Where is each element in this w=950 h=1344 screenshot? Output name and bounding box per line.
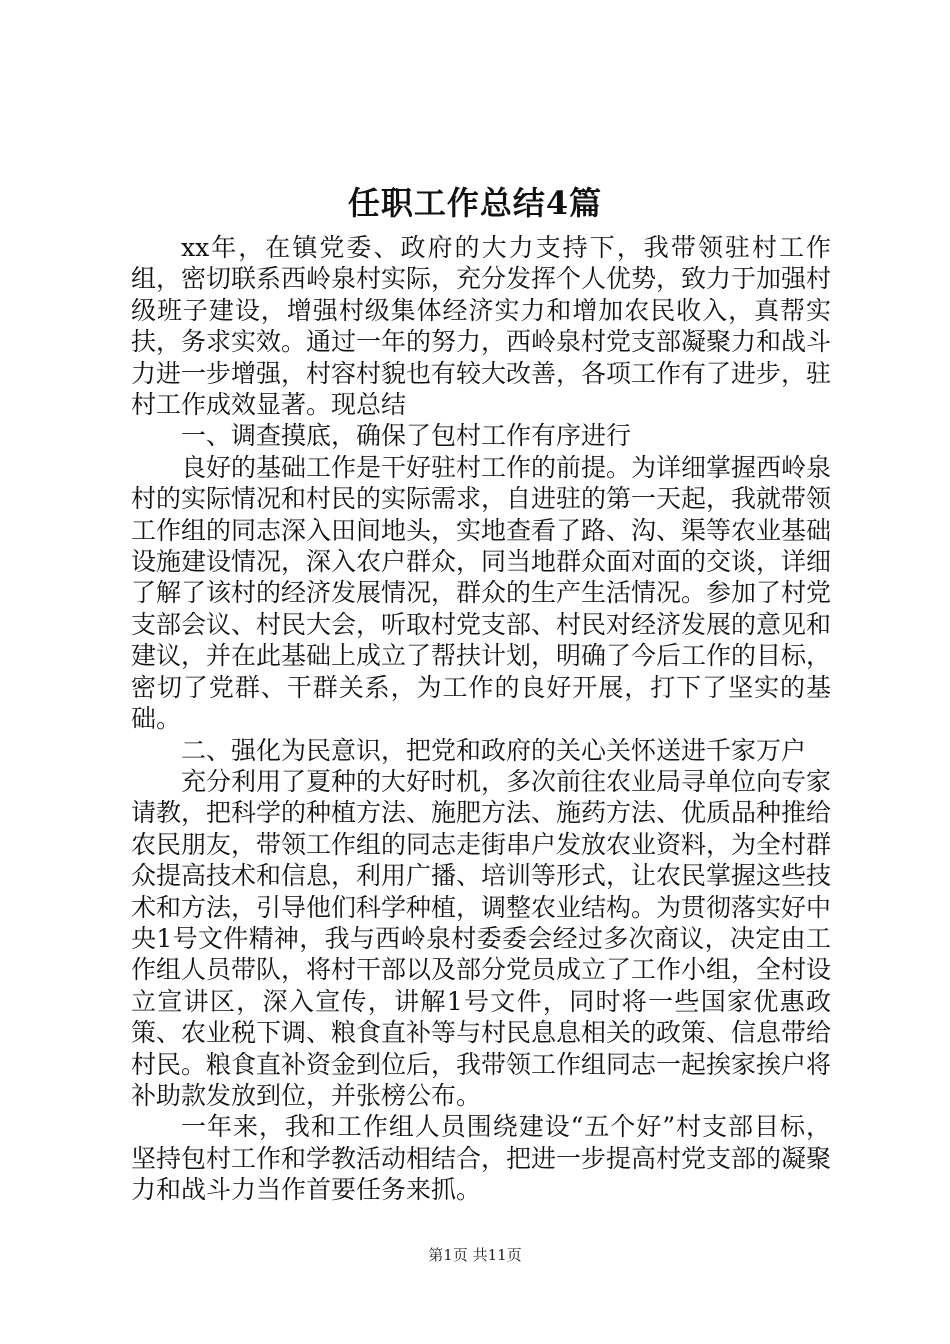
page-footer: 第1页 共11页	[428, 1246, 522, 1264]
document-body	[131, 232, 831, 1206]
paragraph-intro: xx年，在镇党委、政府的大力支持下，我带领驻村工作组，密切联系西岭泉村实际，充分发挥个人优势，致力于加强村级班子建设，增强村级集体经济实力和增加农民收入，真帮实扶，务求实效。通过一年的努力，西岭泉村党支部凝聚力和战斗力进一步增强，村容村貌也有较大改善，各项工作有了进步，驻村工作成效显著。现总结	[131, 233, 832, 420]
paragraph-section-2: 充分利用了夏种的大好时机，多次前往农业局寻单位向专家请教，把科学的种植方法、施肥方法、施药方法、优质品种推给农民朋友，带领工作组的同志走街串户发放农业资料，为全村群众提高技术和信息，利用广播、培训等形式，让农民掌握这些技术和方法，引导他们科学种植，调整农业结构。为贯彻落实好中央1号文件精神，我与西岭泉村委委会经过多次商议，决定由工作组人员带队，将村干部以及部分党员成立了工作小组，全村设立宣讲区，深入宣传，讲解1号文件，同时将一些国家优惠政策、农业税下调、粮食直补等与村民息息相关的政策、信息带给村民。粮食直补资金到位后，我带领工作组同志一起挨家挨户将补助款发放到位，并张榜公布。	[131, 766, 832, 1110]
paragraph-section-1: 良好的基础工作是干好驻村工作的前提。为详细掌握西岭泉村的实际情况和村民的实际需求，自进驻的第一天起，我就带领工作组的同志深入田间地头，实地查看了路、沟、渠等农业基础设施建设情况，深入农户群众，同当地群众面对面的交谈，详细了解了该村的经济发展情况，群众的生产生活情况。参加了村党支部会议、村民大会，听取村党支部、村民对经济发展的意见和建议，并在此基础上成立了帮扶计划，明确了今后工作的目标，密切了党群、干群关系，为工作的良好开展，打下了坚实的基础。	[131, 452, 832, 734]
section-heading-1: 一、调查摸底，确保了包村工作有序进行	[181, 421, 632, 451]
paragraph-closing: 一年来，我和工作组人员围绕建设“五个好”村支部目标，坚持包村工作和学教活动相结合，把进一步提高村党支部的凝聚力和战斗力当作首要任务来抓。	[131, 1112, 832, 1205]
document-title: 任职工作总结4篇	[347, 184, 603, 222]
section-heading-2: 二、强化为民意识，把党和政府的关心关怀送进千家万户	[181, 735, 807, 765]
